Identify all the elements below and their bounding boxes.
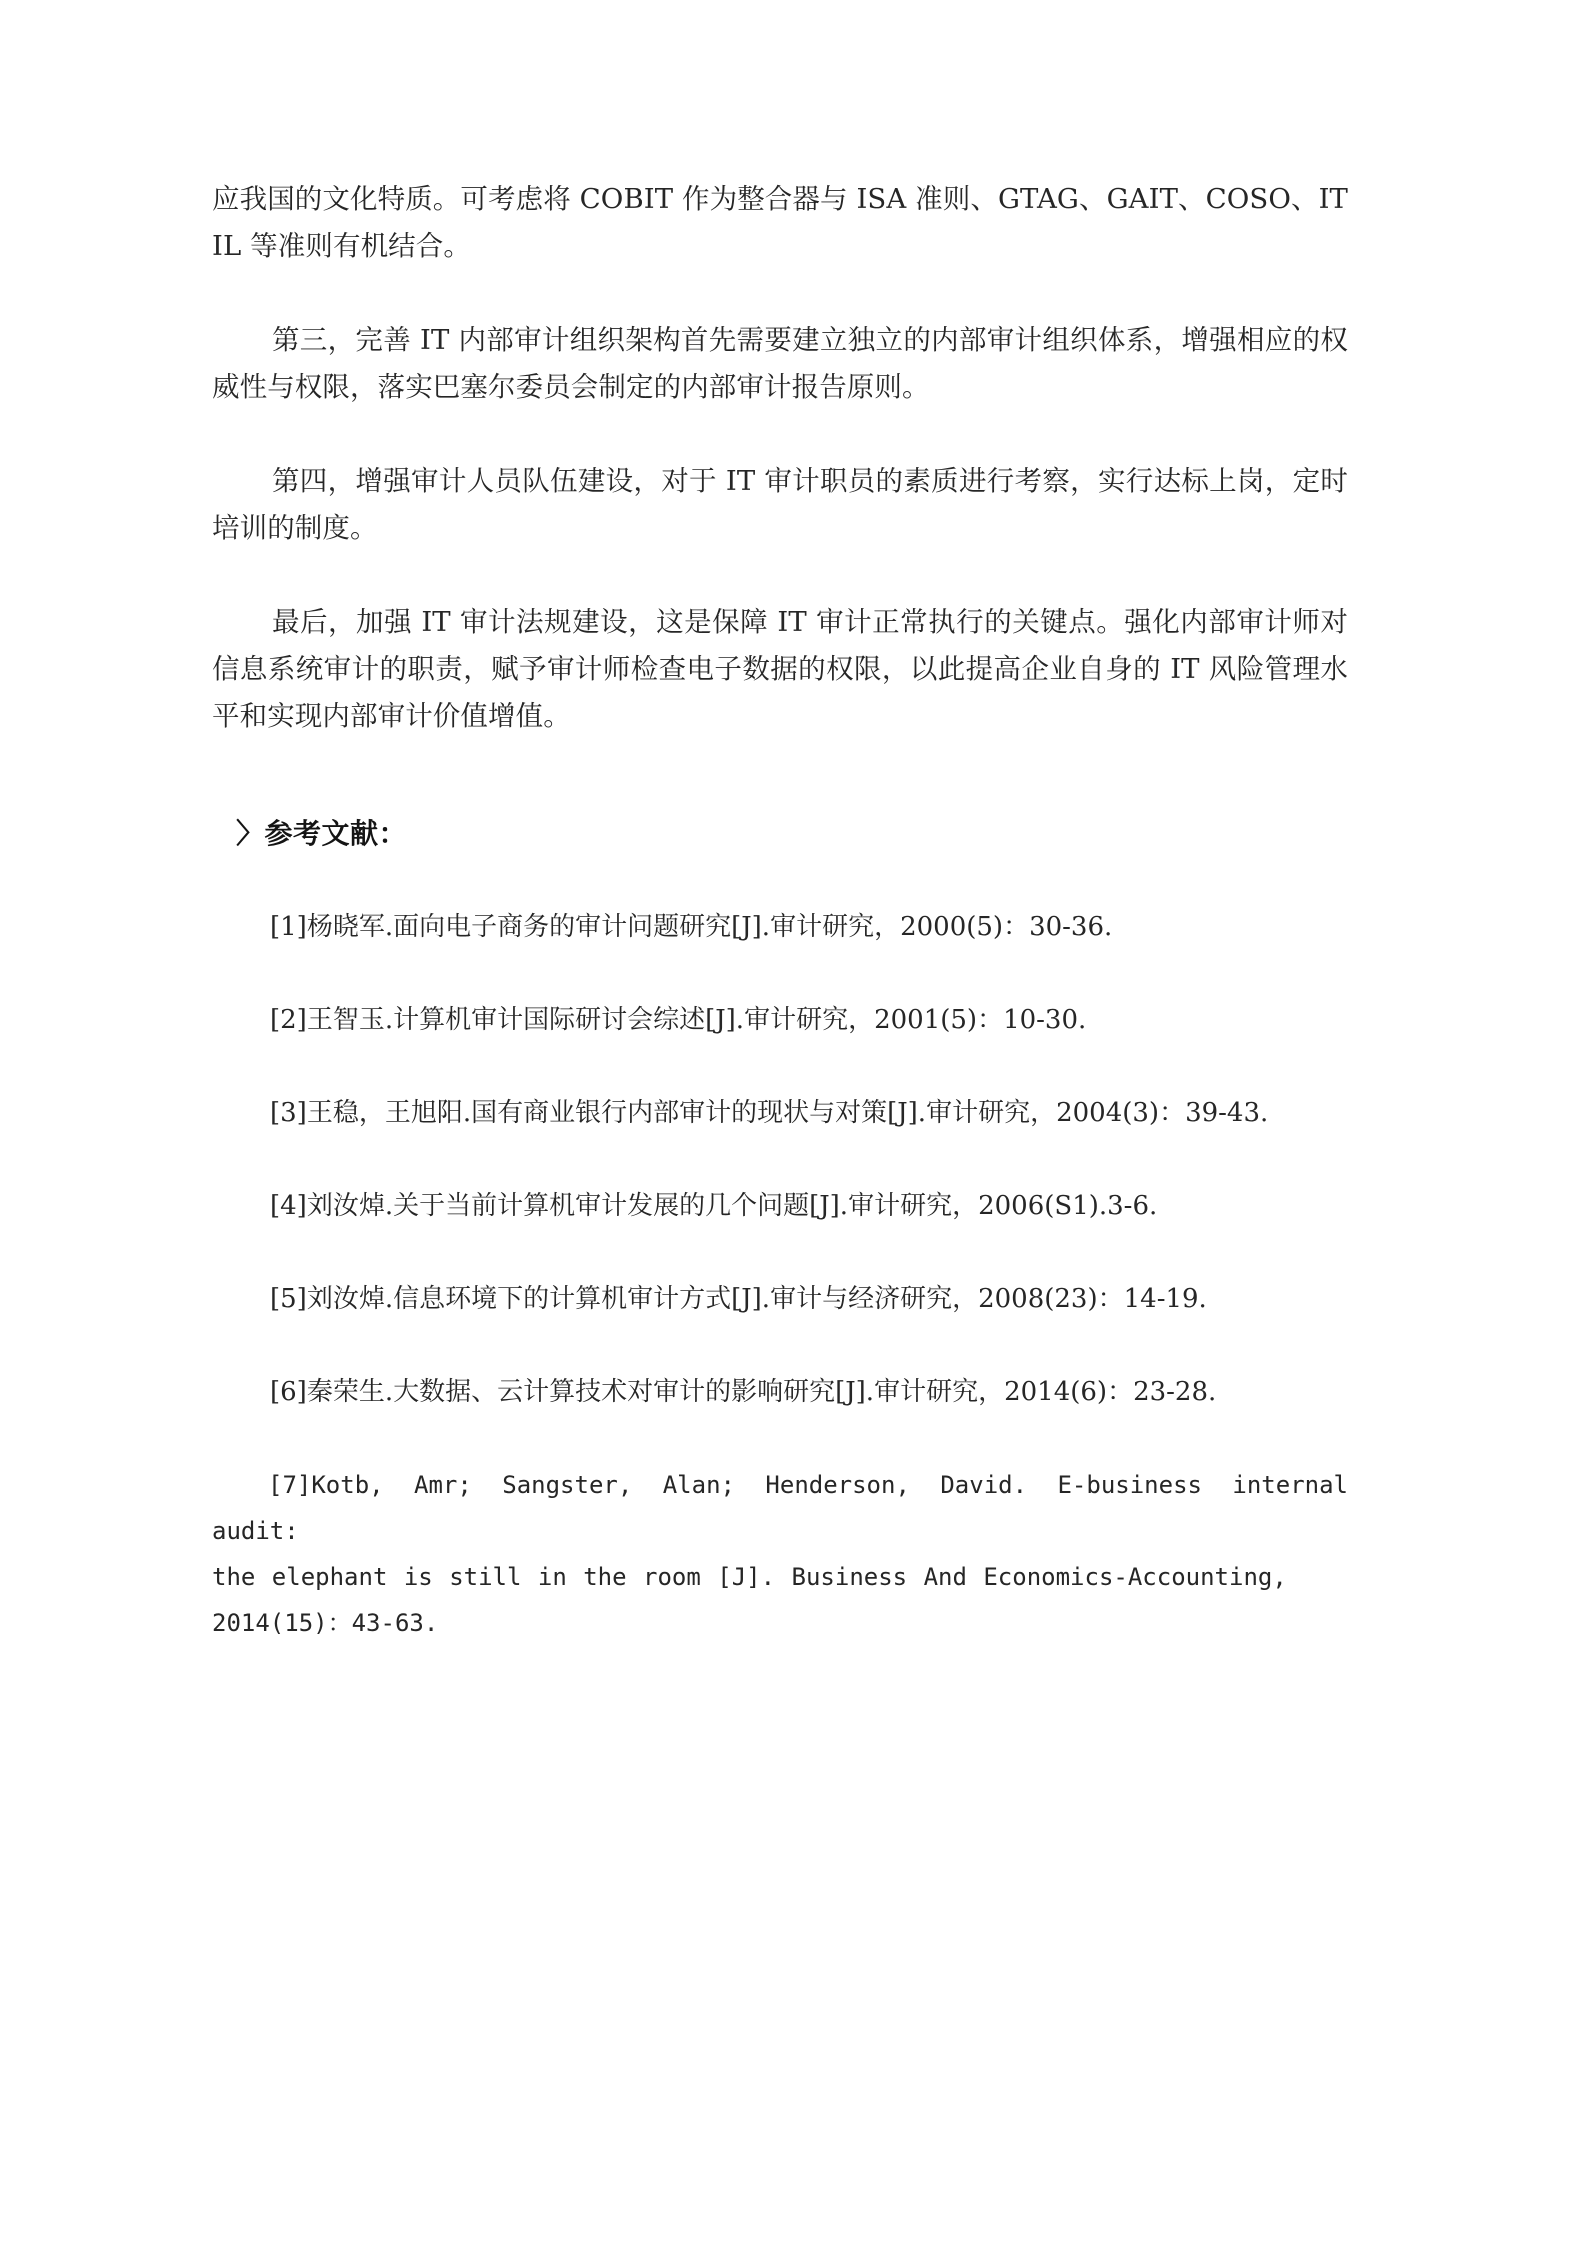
- paragraph-cobit: 应我国的文化特质。可考虑将 COBIT 作为整合器与 ISA 准则、GTAG、GAIT、COSO、ITIL 等准则有机结合。: [212, 183, 1348, 262]
- reference-entry-4: [4]刘汝焯.关于当前计算机审计发展的几个问题[J].审计研究，2006(S1).3-6.: [270, 1191, 1158, 1221]
- reference-entry-7: [212, 1462, 1348, 1646]
- reference-entry-1: [1]杨晓军.面向电子商务的审计问题研究[J].审计研究，2000(5)：30-36.: [270, 912, 1113, 942]
- reference-entry-6: [6]秦荣生.大数据、云计算技术对审计的影响研究[J].审计研究，2014(6)：23-28.: [270, 1377, 1217, 1407]
- spacer-ref-2: [212, 1043, 1348, 1090]
- spacer-ref-3: [212, 1136, 1348, 1183]
- reference-entry-7-line-1: [7]Kotb, Amr; Sangster, Alan; Henderson, David. E-business internal audit:: [212, 1471, 1348, 1545]
- page-content: [212, 176, 1348, 1646]
- spacer-ref-6: [212, 1415, 1348, 1462]
- paragraph-fourth-point: 第四，增强审计人员队伍建设，对于 IT 审计职员的素质进行考察，实行达标上岗，定时培训的制度。: [212, 465, 1348, 544]
- spacer-ref-1: [212, 950, 1348, 997]
- references-heading: 〉参考文献：: [236, 817, 408, 850]
- paragraph-final-point: 最后，加强 IT 审计法规建设，这是保障 IT 审计正常执行的关键点。强化内部审计师对信息系统审计的职责，赋予审计师检查电子数据的权限，以此提高企业自身的 IT 风险管理水平和实现内部审计价值增值。: [212, 606, 1348, 732]
- reference-entry-7-line-2: the elephant is still in the room [J]. Business And Economics-Accounting,: [212, 1563, 1287, 1591]
- spacer-after-heading: [212, 857, 1348, 904]
- spacer-ref-4: [212, 1229, 1348, 1276]
- reference-entry-2: [2]王智玉.计算机审计国际研讨会综述[J].审计研究，2001(5)：10-30.: [270, 1005, 1087, 1035]
- reference-entry-7-line-3: 2014(15)：43-63.: [212, 1609, 439, 1637]
- reference-entry-3: [3]王稳，王旭阳.国有商业银行内部审计的现状与对策[J].审计研究，2004(3)：39-43.: [270, 1098, 1269, 1128]
- spacer-before-references: [212, 787, 1348, 811]
- spacer-ref-5: [212, 1322, 1348, 1369]
- paragraph-third-point: 第三，完善 IT 内部审计组织架构首先需要建立独立的内部审计组织体系，增强相应的权威性与权限，落实巴塞尔委员会制定的内部审计报告原则。: [212, 324, 1348, 403]
- reference-entry-5: [5]刘汝焯.信息环境下的计算机审计方式[J].审计与经济研究，2008(23)：14-19.: [270, 1284, 1207, 1314]
